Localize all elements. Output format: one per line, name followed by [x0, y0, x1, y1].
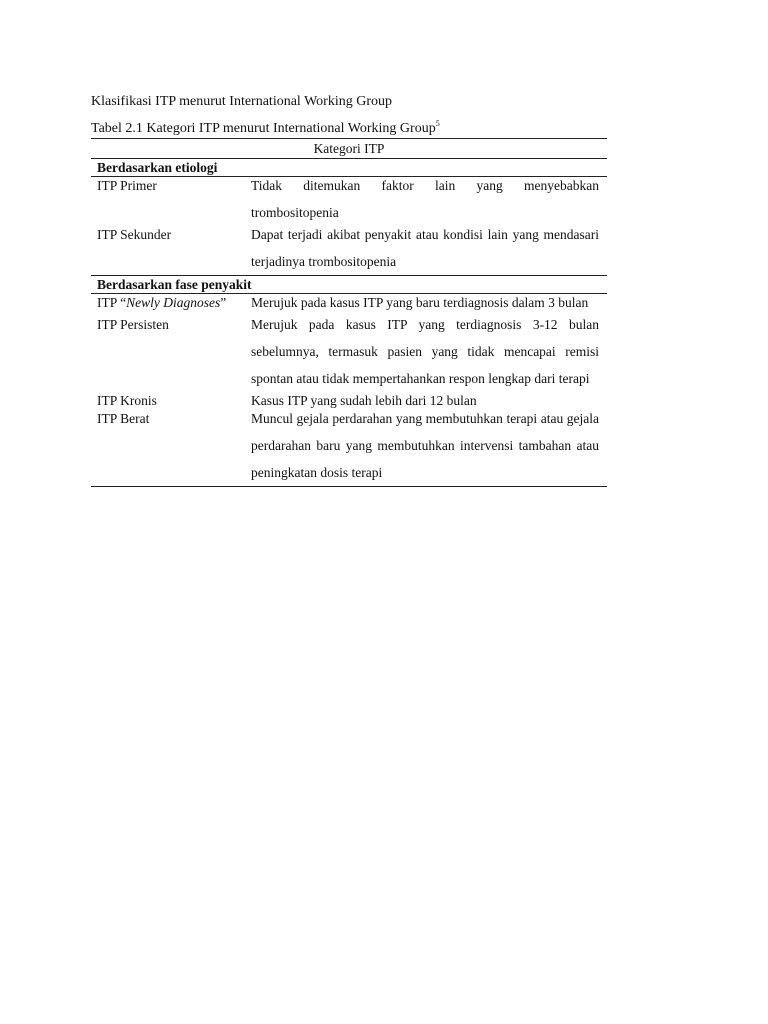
row-term: ITP Persisten [97, 317, 169, 332]
row-description-text: Muncul gejala perdarahan yang membutuhkan terapi atau gejala perdarahan baru yang membutuhkan intervensi tambahan atau peningkatan dosis terapi [251, 411, 599, 480]
row-term-italic: Newly Diagnoses [126, 295, 221, 310]
row-term: ITP Kronis [97, 393, 157, 408]
row-description [251, 410, 607, 487]
table-row [91, 226, 607, 276]
row-description [251, 226, 607, 276]
row-description [251, 316, 607, 392]
row-term-suffix: ” [220, 295, 227, 310]
table-caption-text: Tabel 2.1 Kategori ITP menurut International Working Group [91, 121, 436, 136]
row-term-prefix: ITP “ [97, 295, 127, 310]
row-term: ITP Berat [91, 410, 251, 487]
table-caption [91, 119, 440, 137]
row-description [251, 177, 607, 227]
table-row [91, 316, 607, 392]
row-description-text: Merujuk pada kasus ITP yang baru terdiagnosis dalam 3 bulan [251, 295, 589, 310]
itp-category-table [91, 138, 607, 487]
table-row [91, 410, 607, 487]
row-description-text: Dapat terjadi akibat penyakit atau kondisi lain yang mendasari terjadinya trombositopenia [251, 227, 599, 269]
row-description: Kasus ITP yang sudah lebih dari 12 bulan [251, 393, 477, 408]
row-term: ITP Primer [97, 178, 157, 193]
row-term [91, 294, 251, 317]
document-heading: Klasifikasi ITP menurut International Working Group [91, 94, 392, 109]
row-term: ITP Sekunder [97, 227, 172, 242]
table-row [91, 177, 607, 227]
row-description-text: Merujuk pada kasus ITP yang terdiagnosis 3-12 bulan sebelumnya, termasuk pasien yang tidak mencapai remisi spontan atau tidak mempertahankan respon lengkap dari terapi [251, 317, 599, 386]
section-title-etiology: Berdasarkan etiologi [91, 159, 607, 177]
row-description-text: Tidak ditemukan faktor lain yang menyebabkan trombositopenia [251, 178, 599, 220]
table-header: Kategori ITP [91, 139, 607, 159]
section-title-disease-phase: Berdasarkan fase penyakit [91, 276, 607, 294]
citation-superscript: 5 [435, 119, 440, 128]
